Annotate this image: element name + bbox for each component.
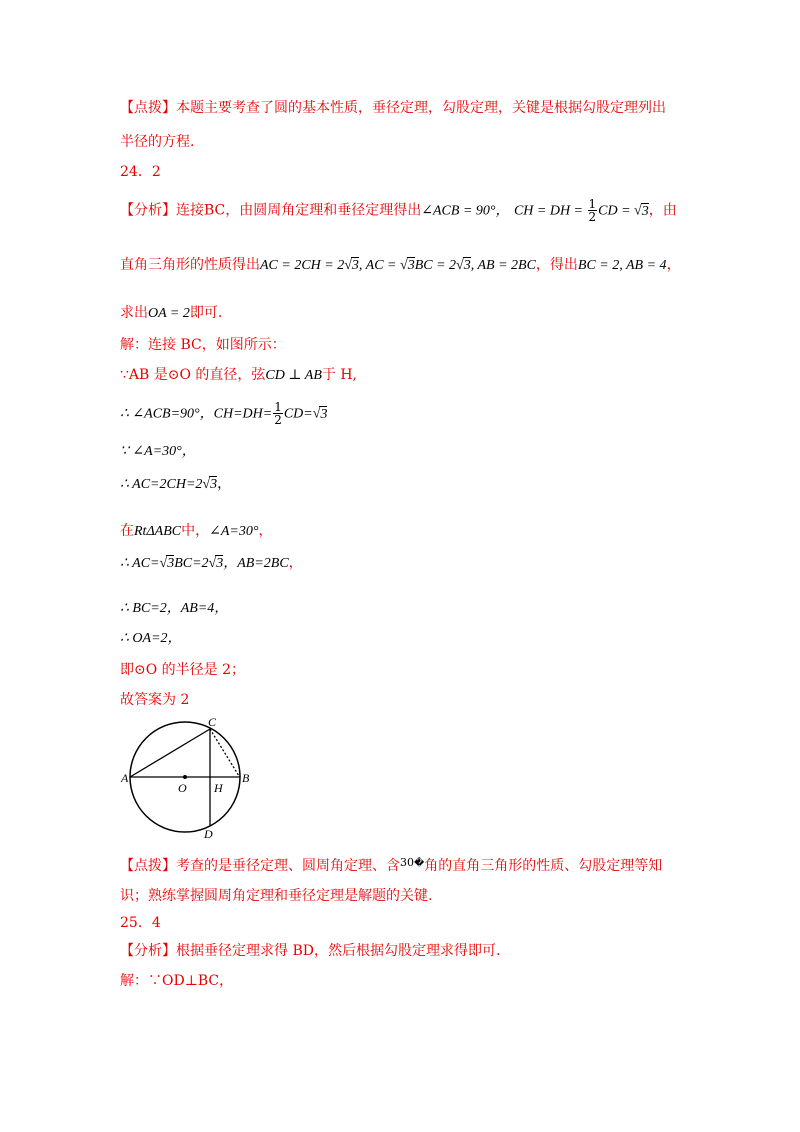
segment-ac <box>130 729 210 777</box>
math-angle-acb: ∠ACB = 90°， <box>421 203 510 219</box>
analysis-line-3: 求出OA = 2即可. <box>120 305 223 321</box>
solution-step-9: 即⊙O 的半径是 2； <box>120 662 246 678</box>
tip-line-2 <box>120 132 194 152</box>
label-h: H <box>214 781 223 795</box>
solution-step-7: ∴ BC=2，AB=4， <box>120 601 229 616</box>
analysis-line-1: 【分析】连接BC，由圆周角定理和垂径定理得出∠ACB = 90°， CH = DH = $\frac{1}{2}$ CD = √3，由 <box>120 197 677 224</box>
tip-text-continued: 半径的方程. <box>120 134 195 150</box>
solution-step-2: ∴ ∠ACB=90°，CH=DH= $\frac{1}{2}$ CD=√3 <box>120 400 328 427</box>
label-a: A <box>121 771 129 785</box>
solution-step-4: ∴ AC=2CH=2√3， <box>120 476 232 492</box>
solution2-line: 解：∵OD⊥BC， <box>120 973 234 989</box>
solution-step-6: ∴ AC=√3BC=2√3，AB=2BC， <box>120 555 303 571</box>
label-d: D <box>204 827 213 841</box>
center-point-o <box>183 775 187 779</box>
label-o: O <box>178 781 187 795</box>
solution-step-5: 在RtΔABC中，∠A=30°， <box>120 523 273 539</box>
circle-diagram <box>118 718 258 844</box>
fraction-half: $\frac{1}{2}$ <box>274 400 282 427</box>
analysis-line-2: 直角三角形的性质得出AC = 2CH = 2√3, AC = √3BC = 2√3, AB = 2BC，得出BC = 2, AB = 4， <box>120 257 681 273</box>
solution-step-8: ∴ OA=2， <box>120 631 182 646</box>
label-b: B <box>242 771 250 785</box>
tip-bracket: 【点拨】 <box>120 100 176 116</box>
tip-line-1 <box>120 98 666 118</box>
analysis-text: 连接BC，由圆周角定理和垂径定理得出 <box>176 202 422 219</box>
tip2-line-1: 【点拨】考查的是垂径定理、圆周角定理、含$^{30�}$角的直角三角形的性质、勾股定理等知 <box>120 856 663 874</box>
question-25-answer: 25．4 <box>120 915 161 931</box>
solution-step-1: ∵AB 是⊙O 的直径，弦CD ⊥ AB于 H, <box>120 367 357 383</box>
label-c: C <box>208 718 217 729</box>
analysis-bracket: 【分析】 <box>120 202 176 219</box>
final-answer: 故答案为 2 <box>120 692 190 708</box>
math-ch-dh: CH = DH = <box>513 203 587 219</box>
question-24-answer: 24．2 <box>120 164 161 180</box>
fraction-half: $\frac{1}{2}$ <box>588 197 597 224</box>
analysis2-line: 【分析】根据垂径定理求得 BD，然后根据勾股定理求得即可. <box>120 943 501 959</box>
solution-step-3: ∵ ∠A=30°， <box>120 444 196 459</box>
tip-text: 本题主要考查了圆的基本性质，垂径定理，勾股定理，关键是根据勾股定理列出 <box>176 100 666 116</box>
solution-intro: 解：连接 BC，如图所示： <box>120 337 286 353</box>
tip2-line-2: 识；熟练掌握圆周角定理和垂径定理是解题的关键. <box>120 888 433 904</box>
math-cd-root3: CD = √ <box>598 203 642 219</box>
